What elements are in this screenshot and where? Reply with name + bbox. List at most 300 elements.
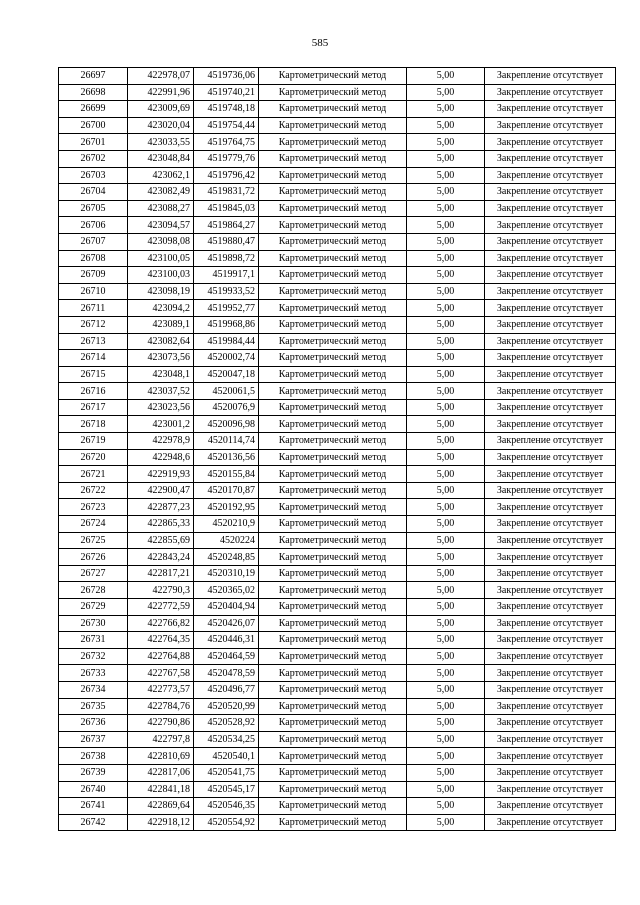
- method-cell: Картометрический метод: [259, 433, 407, 450]
- accuracy-cell: 5,00: [407, 781, 485, 798]
- x-coordinate-cell: 422855,69: [128, 532, 194, 549]
- table-row: [59, 399, 616, 416]
- accuracy-cell: 5,00: [407, 283, 485, 300]
- fixation-cell: Закрепление отсутствует: [485, 648, 616, 665]
- point-number-cell: 26733: [59, 665, 128, 682]
- table-row: [59, 449, 616, 466]
- fixation-cell: Закрепление отсутствует: [485, 814, 616, 831]
- point-number-cell: 26727: [59, 565, 128, 582]
- accuracy-cell: 5,00: [407, 798, 485, 815]
- y-coordinate-cell: 4519968,86: [194, 316, 259, 333]
- x-coordinate-cell: 423100,03: [128, 267, 194, 284]
- method-cell: Картометрический метод: [259, 615, 407, 632]
- accuracy-cell: 5,00: [407, 698, 485, 715]
- method-cell: Картометрический метод: [259, 599, 407, 616]
- y-coordinate-cell: 4519984,44: [194, 333, 259, 350]
- point-number-cell: 26721: [59, 466, 128, 483]
- point-number-cell: 26711: [59, 300, 128, 317]
- y-coordinate-cell: 4520114,74: [194, 433, 259, 450]
- point-number-cell: 26719: [59, 433, 128, 450]
- y-coordinate-cell: 4519779,76: [194, 150, 259, 167]
- x-coordinate-cell: 423088,27: [128, 200, 194, 217]
- point-number-cell: 26708: [59, 250, 128, 267]
- table-row: [59, 117, 616, 134]
- table-row: [59, 250, 616, 267]
- point-number-cell: 26697: [59, 68, 128, 85]
- x-coordinate-cell: 423100,05: [128, 250, 194, 267]
- method-cell: Картометрический метод: [259, 798, 407, 815]
- x-coordinate-cell: 422841,18: [128, 781, 194, 798]
- method-cell: Картометрический метод: [259, 117, 407, 134]
- accuracy-cell: 5,00: [407, 416, 485, 433]
- fixation-cell: Закрепление отсутствует: [485, 350, 616, 367]
- x-coordinate-cell: 422766,82: [128, 615, 194, 632]
- method-cell: Картометрический метод: [259, 350, 407, 367]
- y-coordinate-cell: 4520248,85: [194, 549, 259, 566]
- point-number-cell: 26707: [59, 233, 128, 250]
- fixation-cell: Закрепление отсутствует: [485, 184, 616, 201]
- method-cell: Картометрический метод: [259, 366, 407, 383]
- table-row: [59, 267, 616, 284]
- fixation-cell: Закрепление отсутствует: [485, 68, 616, 85]
- fixation-cell: Закрепление отсутствует: [485, 748, 616, 765]
- x-coordinate-cell: 422978,9: [128, 433, 194, 450]
- x-coordinate-cell: 422773,57: [128, 681, 194, 698]
- accuracy-cell: 5,00: [407, 615, 485, 632]
- point-number-cell: 26737: [59, 731, 128, 748]
- table-row: [59, 200, 616, 217]
- y-coordinate-cell: 4520404,94: [194, 599, 259, 616]
- x-coordinate-cell: 423082,49: [128, 184, 194, 201]
- table-row: [59, 731, 616, 748]
- point-number-cell: 26709: [59, 267, 128, 284]
- method-cell: Картометрический метод: [259, 582, 407, 599]
- table-row: [59, 283, 616, 300]
- y-coordinate-cell: 4519831,72: [194, 184, 259, 201]
- accuracy-cell: 5,00: [407, 184, 485, 201]
- method-cell: Картометрический метод: [259, 101, 407, 118]
- table-row: [59, 648, 616, 665]
- fixation-cell: Закрепление отсутствует: [485, 715, 616, 732]
- method-cell: Картометрический метод: [259, 781, 407, 798]
- table-row: [59, 565, 616, 582]
- point-number-cell: 26738: [59, 748, 128, 765]
- point-number-cell: 26710: [59, 283, 128, 300]
- fixation-cell: Закрепление отсутствует: [485, 250, 616, 267]
- method-cell: Картометрический метод: [259, 184, 407, 201]
- point-number-cell: 26714: [59, 350, 128, 367]
- table-row: [59, 781, 616, 798]
- point-number-cell: 26726: [59, 549, 128, 566]
- method-cell: Картометрический метод: [259, 233, 407, 250]
- table-row: [59, 466, 616, 483]
- table-row: [59, 101, 616, 118]
- fixation-cell: Закрепление отсутствует: [485, 101, 616, 118]
- point-number-cell: 26700: [59, 117, 128, 134]
- method-cell: Картометрический метод: [259, 217, 407, 234]
- table-row: [59, 698, 616, 715]
- y-coordinate-cell: 4520426,07: [194, 615, 259, 632]
- y-coordinate-cell: 4519864,27: [194, 217, 259, 234]
- point-number-cell: 26725: [59, 532, 128, 549]
- method-cell: Картометрический метод: [259, 466, 407, 483]
- point-number-cell: 26703: [59, 167, 128, 184]
- table-row: [59, 814, 616, 831]
- coordinates-table-body: [59, 68, 616, 831]
- x-coordinate-cell: 423048,1: [128, 366, 194, 383]
- point-number-cell: 26713: [59, 333, 128, 350]
- x-coordinate-cell: 422817,06: [128, 764, 194, 781]
- accuracy-cell: 5,00: [407, 764, 485, 781]
- fixation-cell: Закрепление отсутствует: [485, 167, 616, 184]
- y-coordinate-cell: 4520546,35: [194, 798, 259, 815]
- y-coordinate-cell: 4519898,72: [194, 250, 259, 267]
- point-number-cell: 26699: [59, 101, 128, 118]
- method-cell: Картометрический метод: [259, 134, 407, 151]
- point-number-cell: 26729: [59, 599, 128, 616]
- point-number-cell: 26698: [59, 84, 128, 101]
- y-coordinate-cell: 4520541,75: [194, 764, 259, 781]
- y-coordinate-cell: 4520047,18: [194, 366, 259, 383]
- fixation-cell: Закрепление отсутствует: [485, 399, 616, 416]
- accuracy-cell: 5,00: [407, 68, 485, 85]
- accuracy-cell: 5,00: [407, 267, 485, 284]
- table-row: [59, 383, 616, 400]
- fixation-cell: Закрепление отсутствует: [485, 200, 616, 217]
- y-coordinate-cell: 4519796,42: [194, 167, 259, 184]
- method-cell: Картометрический метод: [259, 68, 407, 85]
- table-row: [59, 615, 616, 632]
- method-cell: Картометрический метод: [259, 632, 407, 649]
- y-coordinate-cell: 4520224: [194, 532, 259, 549]
- accuracy-cell: 5,00: [407, 665, 485, 682]
- table-row: [59, 233, 616, 250]
- point-number-cell: 26717: [59, 399, 128, 416]
- coordinates-table: [58, 67, 616, 831]
- x-coordinate-cell: 423048,84: [128, 150, 194, 167]
- x-coordinate-cell: 423009,69: [128, 101, 194, 118]
- y-coordinate-cell: 4519736,06: [194, 68, 259, 85]
- accuracy-cell: 5,00: [407, 366, 485, 383]
- y-coordinate-cell: 4519740,21: [194, 84, 259, 101]
- table-row: [59, 68, 616, 85]
- fixation-cell: Закрепление отсутствует: [485, 582, 616, 599]
- accuracy-cell: 5,00: [407, 117, 485, 134]
- point-number-cell: 26701: [59, 134, 128, 151]
- y-coordinate-cell: 4519764,75: [194, 134, 259, 151]
- table-row: [59, 599, 616, 616]
- x-coordinate-cell: 423098,08: [128, 233, 194, 250]
- method-cell: Картометрический метод: [259, 283, 407, 300]
- y-coordinate-cell: 4519917,1: [194, 267, 259, 284]
- accuracy-cell: 5,00: [407, 814, 485, 831]
- point-number-cell: 26732: [59, 648, 128, 665]
- accuracy-cell: 5,00: [407, 150, 485, 167]
- y-coordinate-cell: 4520096,98: [194, 416, 259, 433]
- x-coordinate-cell: 422918,12: [128, 814, 194, 831]
- method-cell: Картометрический метод: [259, 316, 407, 333]
- y-coordinate-cell: 4519933,52: [194, 283, 259, 300]
- accuracy-cell: 5,00: [407, 200, 485, 217]
- table-row: [59, 582, 616, 599]
- x-coordinate-cell: 423020,04: [128, 117, 194, 134]
- fixation-cell: Закрепление отсутствует: [485, 134, 616, 151]
- accuracy-cell: 5,00: [407, 466, 485, 483]
- x-coordinate-cell: 422817,21: [128, 565, 194, 582]
- y-coordinate-cell: 4520002,74: [194, 350, 259, 367]
- accuracy-cell: 5,00: [407, 565, 485, 582]
- point-number-cell: 26734: [59, 681, 128, 698]
- x-coordinate-cell: 422767,58: [128, 665, 194, 682]
- table-row: [59, 532, 616, 549]
- method-cell: Картометрический метод: [259, 399, 407, 416]
- method-cell: Картометрический метод: [259, 300, 407, 317]
- x-coordinate-cell: 422784,76: [128, 698, 194, 715]
- x-coordinate-cell: 423094,2: [128, 300, 194, 317]
- fixation-cell: Закрепление отсутствует: [485, 499, 616, 516]
- y-coordinate-cell: 4520446,31: [194, 632, 259, 649]
- accuracy-cell: 5,00: [407, 516, 485, 533]
- accuracy-cell: 5,00: [407, 134, 485, 151]
- fixation-cell: Закрепление отсутствует: [485, 681, 616, 698]
- method-cell: Картометрический метод: [259, 200, 407, 217]
- fixation-cell: Закрепление отсутствует: [485, 316, 616, 333]
- accuracy-cell: 5,00: [407, 748, 485, 765]
- x-coordinate-cell: 422772,59: [128, 599, 194, 616]
- method-cell: Картометрический метод: [259, 416, 407, 433]
- x-coordinate-cell: 422869,64: [128, 798, 194, 815]
- accuracy-cell: 5,00: [407, 499, 485, 516]
- point-number-cell: 26741: [59, 798, 128, 815]
- accuracy-cell: 5,00: [407, 549, 485, 566]
- accuracy-cell: 5,00: [407, 532, 485, 549]
- fixation-cell: Закрепление отсутствует: [485, 482, 616, 499]
- accuracy-cell: 5,00: [407, 648, 485, 665]
- table-row: [59, 84, 616, 101]
- fixation-cell: Закрепление отсутствует: [485, 698, 616, 715]
- x-coordinate-cell: 422919,93: [128, 466, 194, 483]
- x-coordinate-cell: 422790,3: [128, 582, 194, 599]
- fixation-cell: Закрепление отсутствует: [485, 615, 616, 632]
- table-row: [59, 333, 616, 350]
- table-row: [59, 433, 616, 450]
- point-number-cell: 26716: [59, 383, 128, 400]
- table-row: [59, 184, 616, 201]
- y-coordinate-cell: 4520076,9: [194, 399, 259, 416]
- y-coordinate-cell: 4519952,77: [194, 300, 259, 317]
- y-coordinate-cell: 4520540,1: [194, 748, 259, 765]
- accuracy-cell: 5,00: [407, 217, 485, 234]
- accuracy-cell: 5,00: [407, 84, 485, 101]
- y-coordinate-cell: 4520365,02: [194, 582, 259, 599]
- fixation-cell: Закрепление отсутствует: [485, 150, 616, 167]
- fixation-cell: Закрепление отсутствует: [485, 549, 616, 566]
- table-row: [59, 366, 616, 383]
- y-coordinate-cell: 4520478,59: [194, 665, 259, 682]
- point-number-cell: 26706: [59, 217, 128, 234]
- x-coordinate-cell: 423033,55: [128, 134, 194, 151]
- fixation-cell: Закрепление отсутствует: [485, 84, 616, 101]
- fixation-cell: Закрепление отсутствует: [485, 466, 616, 483]
- accuracy-cell: 5,00: [407, 681, 485, 698]
- accuracy-cell: 5,00: [407, 433, 485, 450]
- point-number-cell: 26742: [59, 814, 128, 831]
- accuracy-cell: 5,00: [407, 715, 485, 732]
- y-coordinate-cell: 4519880,47: [194, 233, 259, 250]
- point-number-cell: 26735: [59, 698, 128, 715]
- method-cell: Картометрический метод: [259, 499, 407, 516]
- fixation-cell: Закрепление отсутствует: [485, 383, 616, 400]
- method-cell: Картометрический метод: [259, 698, 407, 715]
- method-cell: Картометрический метод: [259, 532, 407, 549]
- accuracy-cell: 5,00: [407, 250, 485, 267]
- table-row: [59, 150, 616, 167]
- table-row: [59, 798, 616, 815]
- table-row: [59, 167, 616, 184]
- table-row: [59, 715, 616, 732]
- fixation-cell: Закрепление отсутствует: [485, 283, 616, 300]
- accuracy-cell: 5,00: [407, 632, 485, 649]
- point-number-cell: 26728: [59, 582, 128, 599]
- x-coordinate-cell: 422797,8: [128, 731, 194, 748]
- point-number-cell: 26705: [59, 200, 128, 217]
- accuracy-cell: 5,00: [407, 449, 485, 466]
- page-number: 585: [311, 37, 329, 49]
- point-number-cell: 26723: [59, 499, 128, 516]
- method-cell: Картометрический метод: [259, 549, 407, 566]
- fixation-cell: Закрепление отсутствует: [485, 449, 616, 466]
- method-cell: Картометрический метод: [259, 250, 407, 267]
- point-number-cell: 26730: [59, 615, 128, 632]
- method-cell: Картометрический метод: [259, 333, 407, 350]
- fixation-cell: Закрепление отсутствует: [485, 731, 616, 748]
- fixation-cell: Закрепление отсутствует: [485, 217, 616, 234]
- point-number-cell: 26722: [59, 482, 128, 499]
- accuracy-cell: 5,00: [407, 731, 485, 748]
- method-cell: Картометрический метод: [259, 814, 407, 831]
- x-coordinate-cell: 422900,47: [128, 482, 194, 499]
- x-coordinate-cell: 422978,07: [128, 68, 194, 85]
- accuracy-cell: 5,00: [407, 167, 485, 184]
- method-cell: Картометрический метод: [259, 383, 407, 400]
- y-coordinate-cell: 4520520,99: [194, 698, 259, 715]
- x-coordinate-cell: 422877,23: [128, 499, 194, 516]
- accuracy-cell: 5,00: [407, 101, 485, 118]
- x-coordinate-cell: 422764,88: [128, 648, 194, 665]
- x-coordinate-cell: 423001,2: [128, 416, 194, 433]
- x-coordinate-cell: 423023,56: [128, 399, 194, 416]
- accuracy-cell: 5,00: [407, 482, 485, 499]
- method-cell: Картометрический метод: [259, 167, 407, 184]
- method-cell: Картометрический метод: [259, 715, 407, 732]
- point-number-cell: 26720: [59, 449, 128, 466]
- point-number-cell: 26736: [59, 715, 128, 732]
- point-number-cell: 26704: [59, 184, 128, 201]
- y-coordinate-cell: 4520496,77: [194, 681, 259, 698]
- method-cell: Картометрический метод: [259, 516, 407, 533]
- method-cell: Картометрический метод: [259, 681, 407, 698]
- accuracy-cell: 5,00: [407, 399, 485, 416]
- y-coordinate-cell: 4519754,44: [194, 117, 259, 134]
- table-row: [59, 350, 616, 367]
- y-coordinate-cell: 4520554,92: [194, 814, 259, 831]
- method-cell: Картометрический метод: [259, 84, 407, 101]
- fixation-cell: Закрепление отсутствует: [485, 516, 616, 533]
- accuracy-cell: 5,00: [407, 333, 485, 350]
- fixation-cell: Закрепление отсутствует: [485, 632, 616, 649]
- method-cell: Картометрический метод: [259, 267, 407, 284]
- y-coordinate-cell: 4520155,84: [194, 466, 259, 483]
- table-row: [59, 748, 616, 765]
- y-coordinate-cell: 4519845,03: [194, 200, 259, 217]
- y-coordinate-cell: 4520192,95: [194, 499, 259, 516]
- table-row: [59, 217, 616, 234]
- x-coordinate-cell: 422948,6: [128, 449, 194, 466]
- method-cell: Картометрический метод: [259, 648, 407, 665]
- method-cell: Картометрический метод: [259, 731, 407, 748]
- table-row: [59, 632, 616, 649]
- x-coordinate-cell: 422790,86: [128, 715, 194, 732]
- point-number-cell: 26731: [59, 632, 128, 649]
- x-coordinate-cell: 422865,33: [128, 516, 194, 533]
- point-number-cell: 26724: [59, 516, 128, 533]
- fixation-cell: Закрепление отсутствует: [485, 764, 616, 781]
- table-row: [59, 665, 616, 682]
- fixation-cell: Закрепление отсутствует: [485, 300, 616, 317]
- y-coordinate-cell: 4520528,92: [194, 715, 259, 732]
- x-coordinate-cell: 422843,24: [128, 549, 194, 566]
- point-number-cell: 26702: [59, 150, 128, 167]
- y-coordinate-cell: 4520061,5: [194, 383, 259, 400]
- table-row: [59, 300, 616, 317]
- method-cell: Картометрический метод: [259, 565, 407, 582]
- fixation-cell: Закрепление отсутствует: [485, 798, 616, 815]
- fixation-cell: Закрепление отсутствует: [485, 565, 616, 582]
- fixation-cell: Закрепление отсутствует: [485, 532, 616, 549]
- fixation-cell: Закрепление отсутствует: [485, 233, 616, 250]
- x-coordinate-cell: 423062,1: [128, 167, 194, 184]
- accuracy-cell: 5,00: [407, 300, 485, 317]
- table-row: [59, 764, 616, 781]
- table-row: [59, 549, 616, 566]
- method-cell: Картометрический метод: [259, 764, 407, 781]
- y-coordinate-cell: 4520464,59: [194, 648, 259, 665]
- accuracy-cell: 5,00: [407, 316, 485, 333]
- point-number-cell: 26740: [59, 781, 128, 798]
- fixation-cell: Закрепление отсутствует: [485, 366, 616, 383]
- y-coordinate-cell: 4520210,9: [194, 516, 259, 533]
- method-cell: Картометрический метод: [259, 150, 407, 167]
- x-coordinate-cell: 423073,56: [128, 350, 194, 367]
- table-row: [59, 482, 616, 499]
- method-cell: Картометрический метод: [259, 449, 407, 466]
- fixation-cell: Закрепление отсутствует: [485, 267, 616, 284]
- fixation-cell: Закрепление отсутствует: [485, 433, 616, 450]
- point-number-cell: 26718: [59, 416, 128, 433]
- x-coordinate-cell: 422991,96: [128, 84, 194, 101]
- x-coordinate-cell: 422764,35: [128, 632, 194, 649]
- accuracy-cell: 5,00: [407, 582, 485, 599]
- x-coordinate-cell: 423098,19: [128, 283, 194, 300]
- fixation-cell: Закрепление отсутствует: [485, 599, 616, 616]
- table-row: [59, 416, 616, 433]
- fixation-cell: Закрепление отсутствует: [485, 117, 616, 134]
- table-row: [59, 316, 616, 333]
- x-coordinate-cell: 423037,52: [128, 383, 194, 400]
- y-coordinate-cell: 4520170,87: [194, 482, 259, 499]
- y-coordinate-cell: 4520534,25: [194, 731, 259, 748]
- fixation-cell: Закрепление отсутствует: [485, 665, 616, 682]
